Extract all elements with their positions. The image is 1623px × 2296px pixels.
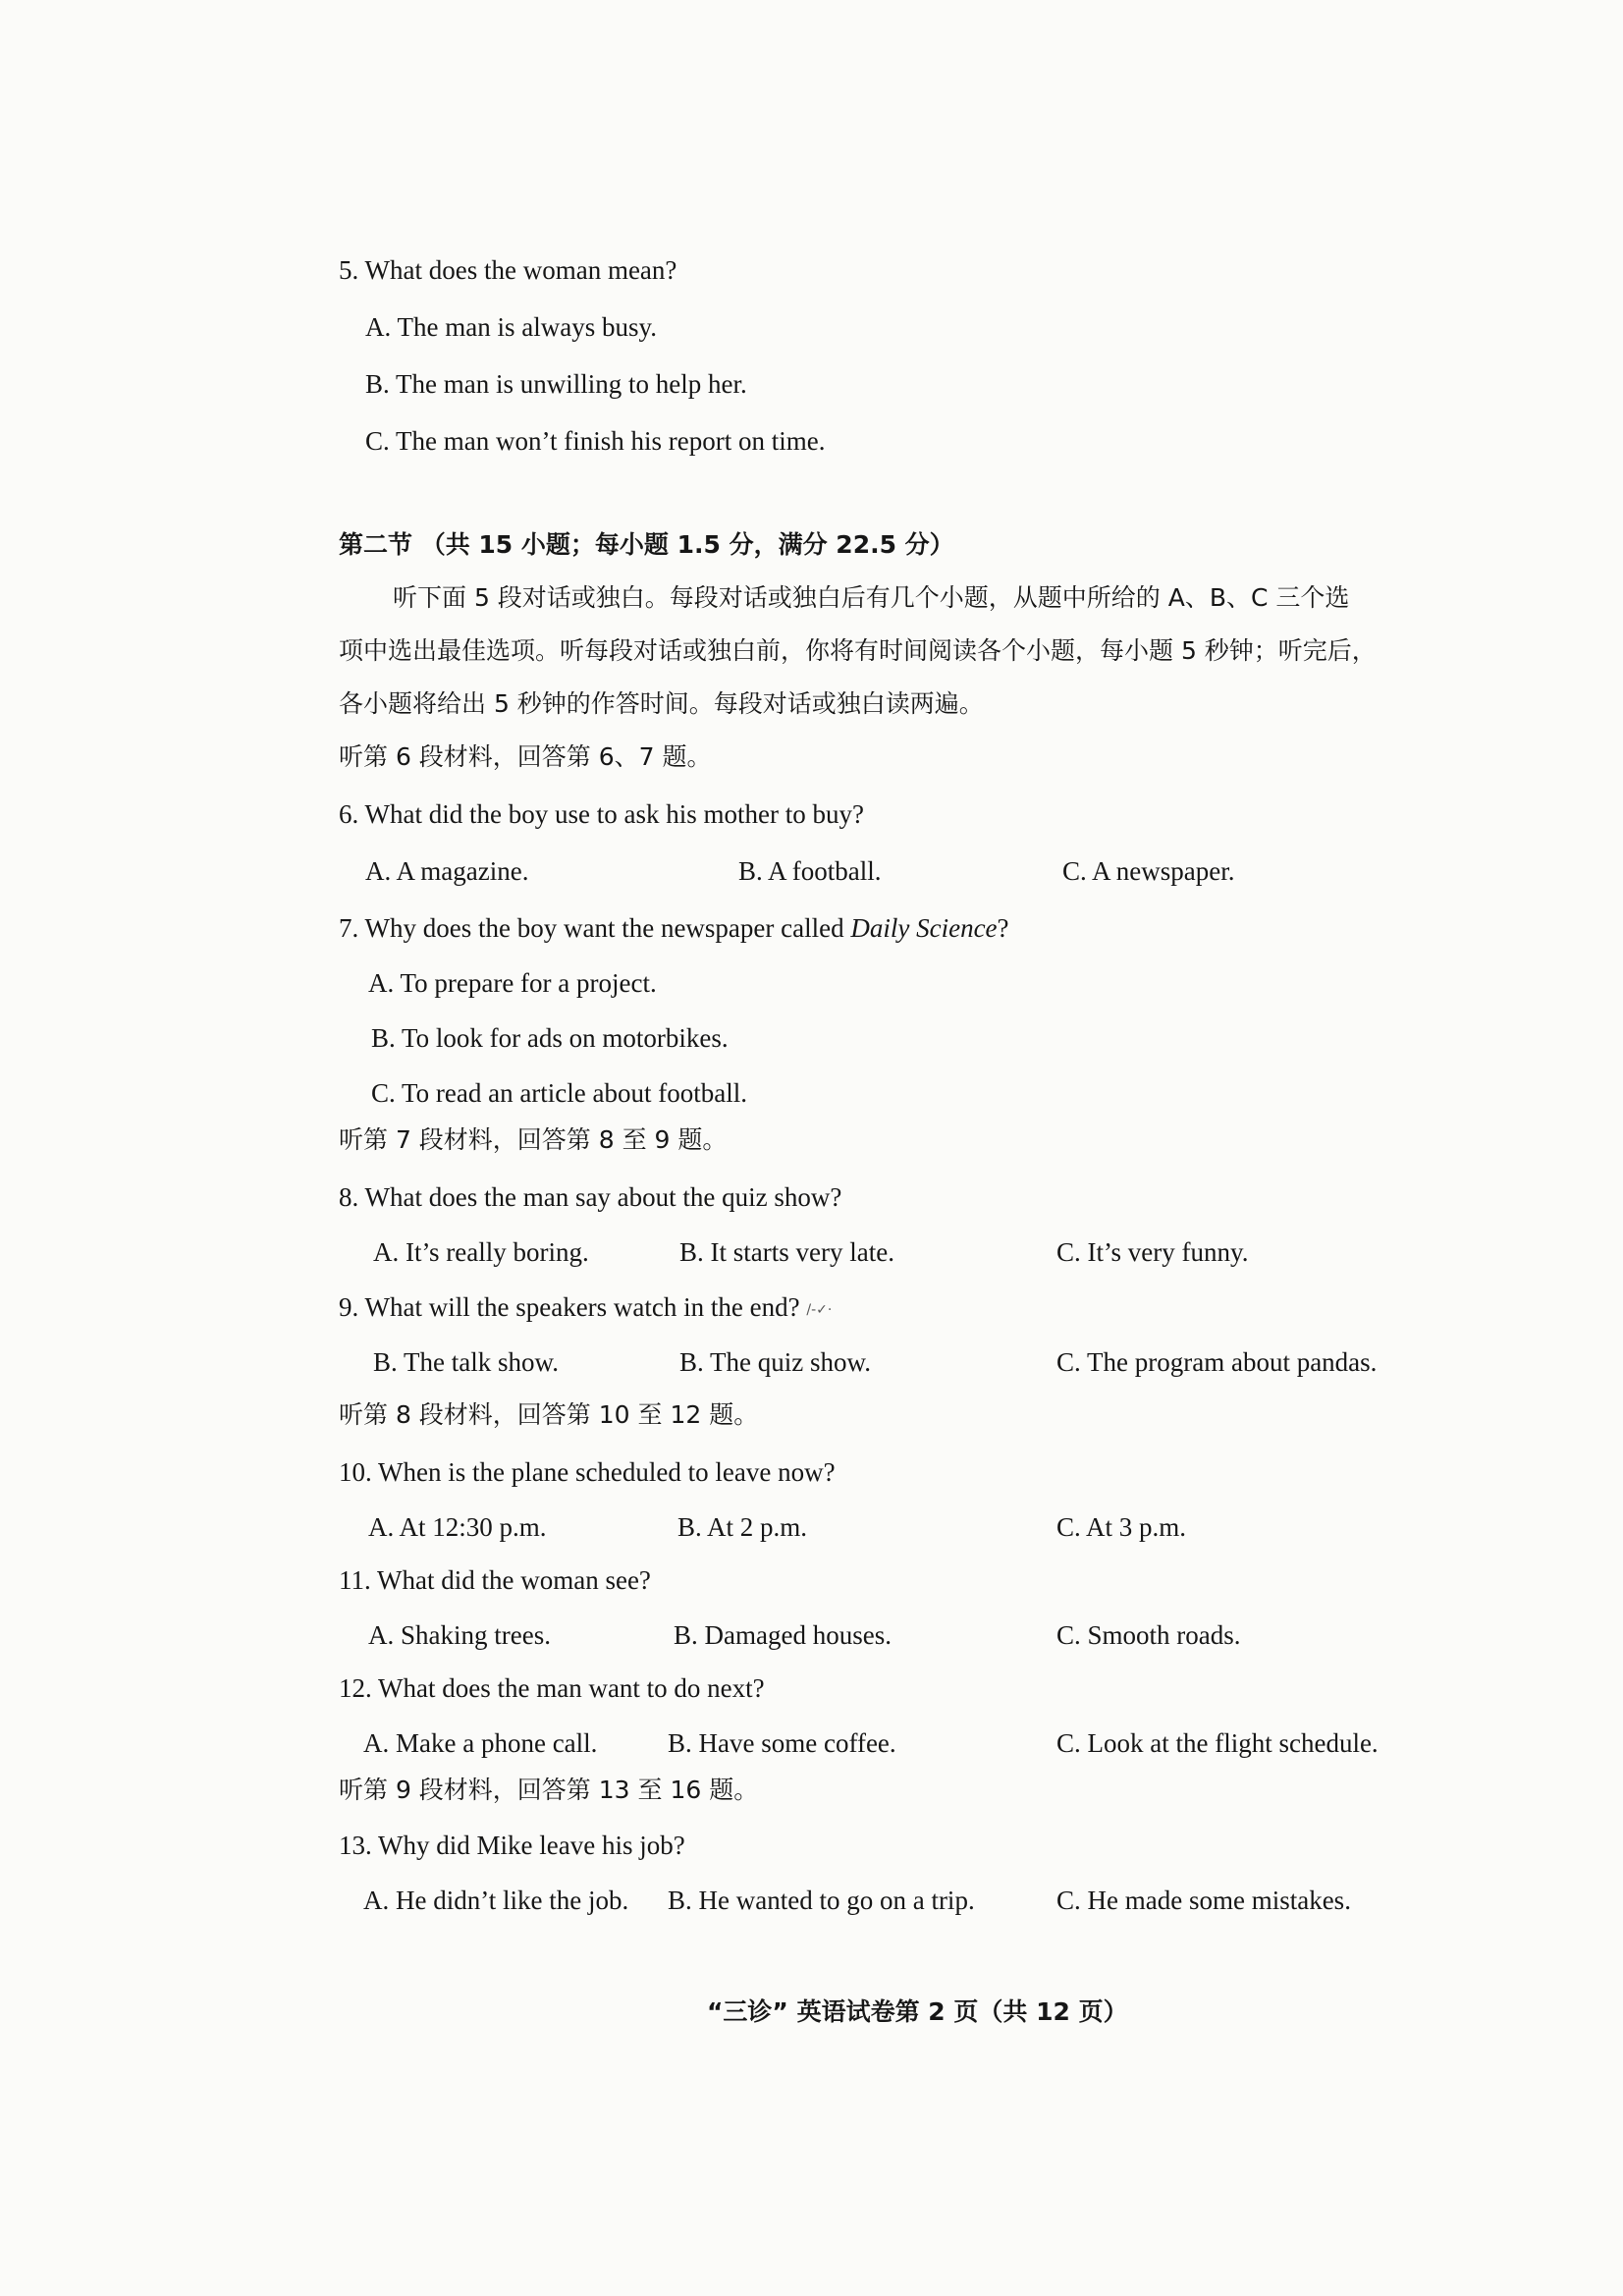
material-6-instruction: 听第 6 段材料，回答第 6、7 题。	[339, 742, 712, 771]
question-7-stem	[339, 911, 1009, 945]
question-9-option-c: C. The program about pandas.	[1056, 1347, 1378, 1377]
question-11-stem: 11. What did the woman see?	[339, 1565, 651, 1595]
material-7-instruction: 听第 7 段材料，回答第 8 至 9 题。	[339, 1125, 728, 1154]
question-10-option-a: A. At 12:30 p.m.	[368, 1512, 547, 1542]
question-5-stem: 5. What does the woman mean?	[339, 255, 677, 285]
question-12-option-a: A. Make a phone call.	[363, 1728, 598, 1758]
handwritten-mark: /-✓·	[806, 1301, 833, 1318]
question-13-stem: 13. Why did Mike leave his job?	[339, 1831, 685, 1860]
question-8-option-c: C. It’s very funny.	[1056, 1237, 1249, 1267]
question-5-option-b: B. The man is unwilling to help her.	[365, 369, 747, 399]
question-12-option-c: C. Look at the flight schedule.	[1056, 1728, 1379, 1758]
question-9-option-a: B. The talk show.	[373, 1347, 559, 1377]
question-6-option-c: C. A newspaper.	[1062, 856, 1235, 886]
question-10-option-b: B. At 2 p.m.	[677, 1512, 808, 1542]
question-8-option-b: B. It starts very late.	[679, 1237, 894, 1267]
section-2-heading: 第二节 （共 15 小题；每小题 1.5 分，满分 22.5 分）	[339, 530, 954, 559]
question-5-option-a: A. The man is always busy.	[365, 312, 657, 342]
page-footer: “三诊” 英语试卷第 2 页（共 12 页）	[707, 1997, 1128, 2026]
question-7-option-b: B. To look for ads on motorbikes.	[371, 1023, 729, 1053]
question-5-option-c: C. The man won’t finish his report on time.	[365, 426, 826, 456]
question-13-option-b: B. He wanted to go on a trip.	[668, 1886, 975, 1915]
question-6-option-a: A. A magazine.	[365, 856, 529, 886]
question-7-stem-end: ?	[997, 913, 1009, 943]
question-11-option-a: A. Shaking trees.	[368, 1620, 551, 1650]
question-9-stem-text: 9. What will the speakers watch in the end?	[339, 1292, 800, 1322]
question-9-option-b: B. The quiz show.	[679, 1347, 871, 1377]
material-8-instruction: 听第 8 段材料，回答第 10 至 12 题。	[339, 1400, 759, 1429]
question-8-option-a: A. It’s really boring.	[373, 1237, 589, 1267]
question-7-option-a: A. To prepare for a project.	[368, 968, 657, 998]
question-12-stem: 12. What does the man want to do next?	[339, 1673, 765, 1703]
question-6-option-b: B. A football.	[738, 856, 882, 886]
question-9-stem	[339, 1290, 832, 1327]
question-11-option-c: C. Smooth roads.	[1056, 1620, 1241, 1650]
question-6-stem: 6. What did the boy use to ask his mother to buy?	[339, 799, 864, 829]
section-2-instructions-line-2: 项中选出最佳选项。听每段对话或独白前，你将有时间阅读各个小题，每小题 5 秒钟；听完后，	[339, 636, 1377, 665]
question-10-option-c: C. At 3 p.m.	[1056, 1512, 1187, 1542]
material-9-instruction: 听第 9 段材料，回答第 13 至 16 题。	[339, 1776, 759, 1804]
question-11-option-b: B. Damaged houses.	[674, 1620, 892, 1650]
section-2-instructions-line-1: 听下面 5 段对话或独白。每段对话或独白后有几个小题，从题中所给的 A、B、C 三个选	[393, 583, 1350, 612]
question-10-stem: 10. When is the plane scheduled to leave now?	[339, 1457, 836, 1487]
question-8-stem: 8. What does the man say about the quiz show?	[339, 1182, 842, 1212]
question-13-option-c: C. He made some mistakes.	[1056, 1886, 1351, 1915]
question-13-option-a: A. He didn’t like the job.	[363, 1886, 629, 1915]
question-7-stem-text: 7. Why does the boy want the newspaper called	[339, 913, 851, 943]
question-12-option-b: B. Have some coffee.	[668, 1728, 896, 1758]
section-2-instructions-line-3: 各小题将给出 5 秒钟的作答时间。每段对话或独白读两遍。	[339, 689, 984, 718]
question-7-option-c: C. To read an article about football.	[371, 1078, 747, 1108]
newspaper-title: Daily Science	[850, 913, 998, 943]
